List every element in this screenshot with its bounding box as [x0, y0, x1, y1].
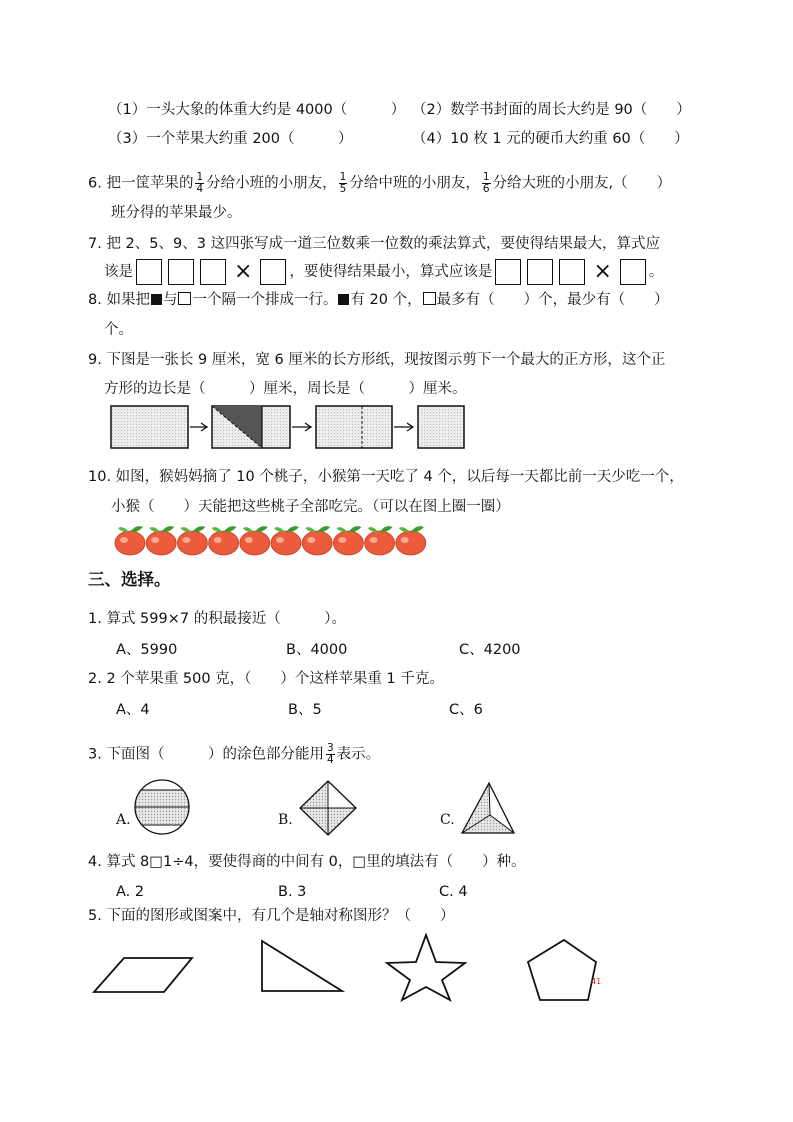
q9-line-2: 方形的边长是（ ）厘米，周长是（ ）厘米。: [104, 381, 467, 397]
page-mark: 41: [591, 977, 602, 986]
q6-line-2: 班分得的苹果最少。: [111, 205, 242, 221]
right-triangle-shape: [262, 941, 342, 991]
c2-question: 2. 2 个苹果重 500 克，（ ）个这样苹果重 1 千克。: [88, 671, 444, 687]
c3-question: 3. 下面图（ ）的涂色部分能用 $\frac{3}{4}$ 表示。: [88, 742, 381, 766]
q5-option-3: （3）一个苹果大约重 200（ ）: [108, 131, 353, 147]
q5-option-1: （1）一头大象的体重大约是 4000（ ）: [108, 102, 406, 118]
q5-option-2: （2）数学书封面的周长大约是 90（ ）: [412, 102, 691, 118]
c3-label-c: C.: [440, 812, 455, 828]
times-sign: ×: [593, 259, 612, 284]
c4-option-b: B. 3: [278, 884, 307, 900]
c2-option-b: B、5: [288, 702, 322, 718]
q6-text: 分给小班的小朋友，: [206, 175, 337, 192]
c1-question: 1. 算式 599×7 的积最接近（ ）。: [88, 611, 346, 627]
c2-option-a: A、4: [116, 702, 150, 718]
star-shape: [387, 935, 465, 1000]
c5-question: 5. 下面的图形或图案中，有几个是轴对称图形？（ ）: [88, 908, 455, 924]
times-sign: ×: [234, 259, 253, 284]
section-title-choice: 三、选择。: [88, 570, 171, 589]
parallelogram-shape: [94, 958, 192, 992]
fraction-1-6: $\frac{1}{6}$: [482, 171, 490, 195]
q10-line-1: 10. 如图，猴妈妈摘了 10 个桃子，小猴第一天吃了 4 个，以后每一天都比前一天少吃一个，: [88, 469, 684, 485]
q6-text: 分给大班的小朋友,（ ）: [492, 175, 672, 192]
q6-text: 分给中班的小朋友，: [349, 175, 480, 192]
c1-option-b: B、4000: [286, 642, 348, 658]
pentagon-shape: [528, 940, 596, 1000]
fraction-1-5: $\frac{1}{5}$: [339, 171, 347, 195]
c1-option-a: A、5990: [116, 642, 178, 658]
q10-line-2: 小猴（ ）天能把这些桃子全部吃完。（可以在图上圈一圈）: [111, 499, 510, 515]
c4-question: 4. 算式 8□1÷4，要使得商的中间有 0，□里的填法有（ ）种。: [88, 854, 526, 870]
q8-line-1: 8. 如果把 与 一个隔一个排成一行。 有 20 个， 最多有（ ）个，最少有（ ）: [88, 292, 669, 308]
c3-label-a: A.: [116, 812, 131, 828]
c1-option-c: C、4200: [459, 642, 521, 658]
c3-label-b: B.: [278, 812, 293, 828]
fraction-3-4: $\frac{3}{4}$: [326, 742, 334, 766]
c4-option-c: C. 4: [439, 884, 468, 900]
c4-option-a: A. 2: [116, 884, 145, 900]
q6-text: 6. 把一筐苹果的: [88, 175, 194, 192]
q9-line-1: 9. 下图是一张长 9 厘米，宽 6 厘米的长方形纸，现按图示剪下一个最大的正方形，这个正: [88, 352, 666, 368]
q7-line-2: 该是 × ，要使得结果最小，算式应该是 × 。: [104, 259, 664, 284]
q5-option-4: （4）10 枚 1 元的硬币大约重 60（ ）: [412, 131, 689, 147]
fraction-1-4: $\frac{1}{4}$: [196, 171, 204, 195]
c2-option-c: C、6: [449, 702, 483, 718]
q8-line-2: 个。: [104, 322, 133, 338]
q7-line-1: 7. 把 2、5、9、3 这四张写成一道三位数乘一位数的乘法算式，要使得结果最大，算式应: [88, 236, 661, 252]
